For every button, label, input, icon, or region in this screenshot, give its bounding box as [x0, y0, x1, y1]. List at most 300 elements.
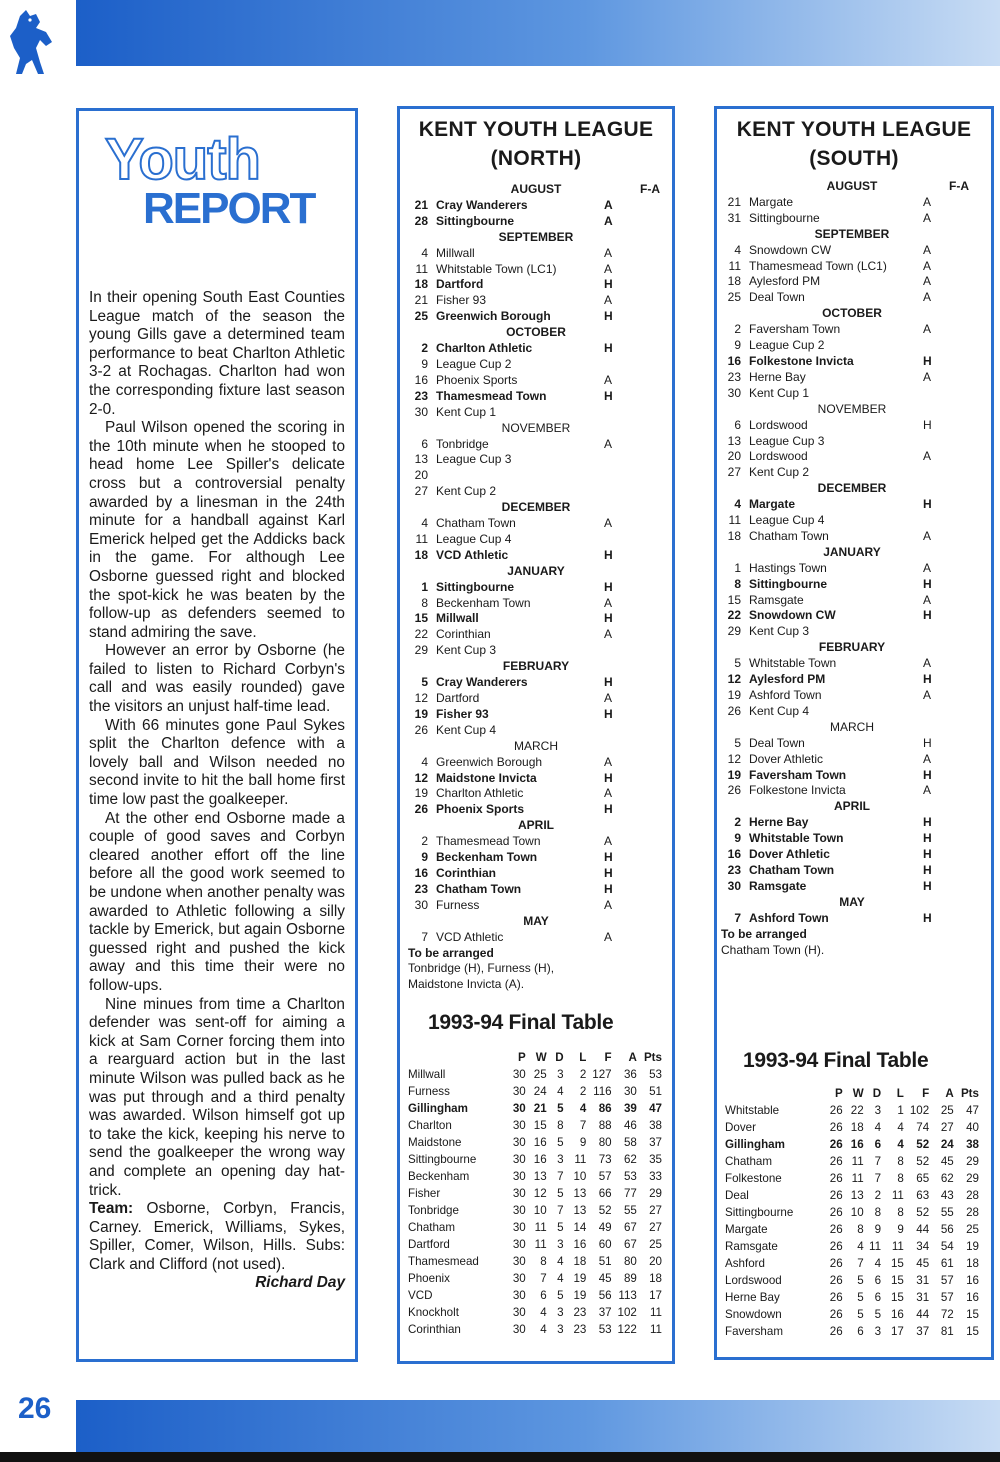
- table-row: [725, 1238, 979, 1255]
- stat-a: 89: [623, 1272, 637, 1285]
- fixture-opponent: Cray Wanderers: [436, 675, 528, 690]
- fixture-opponent: Sittingbourne: [749, 576, 827, 591]
- stat-f: 66: [598, 1187, 612, 1200]
- fixture-date: 5: [734, 735, 741, 750]
- fixture-opponent: League Cup 2: [436, 356, 512, 371]
- fixture-opponent: Whitstable Town: [749, 656, 837, 671]
- stat-f: 31: [916, 1291, 930, 1304]
- stat-p: 26: [829, 1274, 843, 1287]
- fixture-date: 5: [734, 656, 741, 671]
- fixture-opponent: [436, 468, 604, 484]
- table-row: [725, 1102, 979, 1119]
- fixture-venue: A: [604, 516, 613, 531]
- table-row: [408, 1083, 662, 1100]
- fixture-venue: A: [604, 261, 613, 276]
- fixture-opponent: Cray Wanderers: [436, 197, 528, 212]
- north-title-line1: KENT YOUTH LEAGUE: [418, 118, 654, 141]
- fixture-venue: H: [923, 497, 932, 512]
- fixture-row: [408, 786, 664, 802]
- fixture-date: 2: [421, 341, 428, 356]
- stat-p: 26: [829, 1308, 843, 1321]
- team-name: VCD: [408, 1289, 433, 1302]
- stat-a: 36: [623, 1068, 637, 1081]
- stat-f: 63: [916, 1189, 930, 1202]
- fixture-row: [721, 354, 983, 370]
- month-heading: JANUARY: [823, 544, 881, 559]
- stat-f: 52: [916, 1206, 930, 1219]
- fixture-venue: H: [604, 341, 613, 356]
- month-heading: SEPTEMBER: [814, 226, 890, 241]
- table-header-cell: F: [604, 1051, 612, 1064]
- fixture-date: 23: [414, 388, 428, 403]
- stat-d: 3: [557, 1153, 564, 1166]
- table-header-row: [408, 1049, 662, 1066]
- table-row: [725, 1306, 979, 1323]
- stat-l: 15: [890, 1291, 904, 1304]
- fixture-date: 25: [414, 309, 428, 324]
- stat-a: 53: [623, 1170, 637, 1183]
- month-heading: APRIL: [834, 799, 870, 814]
- fixture-date: 21: [414, 197, 428, 212]
- fixture-opponent: League Cup 4: [436, 531, 512, 546]
- youth-title: Youth: [105, 127, 260, 192]
- stat-a: 58: [623, 1136, 637, 1149]
- stat-a: 102: [617, 1306, 637, 1319]
- stat-l: 9: [579, 1136, 587, 1149]
- table-row: [725, 1153, 979, 1170]
- fixture-venue: A: [923, 783, 932, 798]
- stat-p: 30: [512, 1170, 526, 1183]
- stat-pts: 15: [966, 1325, 979, 1338]
- fixture-opponent: Ashford Town: [749, 688, 822, 702]
- fixture-venue: H: [923, 767, 932, 782]
- fixture-opponent: Whitstable Town (LC1): [436, 261, 557, 276]
- stat-p: 30: [512, 1255, 526, 1268]
- fixture-date: 29: [727, 624, 741, 639]
- table-header-cell: W: [852, 1087, 864, 1100]
- team-list: Osborne, Corbyn, Francis, Carney. Emerick, Williams, Sykes, Spiller, Comer, Wilson, Hills. Subs: Clark and Clifford (not used).: [89, 1200, 345, 1273]
- fixture-date: 19: [414, 706, 428, 721]
- stat-l: 9: [897, 1223, 904, 1236]
- table-row: [408, 1253, 662, 1270]
- fixture-opponent: Kent Cup 3: [749, 624, 810, 639]
- stat-f: 74: [916, 1121, 930, 1134]
- stat-f: 52: [916, 1138, 930, 1151]
- stat-f: 49: [598, 1221, 612, 1234]
- fixture-venue: H: [604, 881, 613, 896]
- fixture-date: 9: [421, 850, 428, 865]
- stat-f: 37: [598, 1306, 612, 1319]
- stat-p: 30: [512, 1119, 526, 1132]
- fixture-date: 4: [421, 245, 428, 260]
- stat-d: 7: [874, 1155, 882, 1168]
- stat-f: 127: [592, 1068, 612, 1081]
- to-be-arranged-text: Tonbridge (H), Furness (H),: [408, 961, 555, 976]
- article-paragraph: With 66 minutes gone Paul Sykes split the Charlton defence with a lovely ball and Wilson needed no second invite to hit the ball home first time low past the goalkeeper.: [89, 716, 345, 809]
- fixture-venue: H: [604, 309, 613, 324]
- team-name: Thamesmead: [408, 1255, 479, 1268]
- fixture-opponent: Aylesford PM: [749, 274, 821, 289]
- fixture-date: 4: [734, 242, 741, 257]
- fixture-opponent: Greenwich Borough: [436, 754, 543, 769]
- team-name: Gillingham: [725, 1138, 785, 1151]
- south-title-line1: KENT YOUTH LEAGUE: [736, 118, 972, 141]
- fixture-opponent: Aylesford PM: [749, 672, 826, 687]
- team-name: Sittingbourne: [408, 1153, 477, 1166]
- stat-a: 24: [940, 1138, 954, 1151]
- fixture-row: [721, 195, 983, 211]
- stat-a: 62: [623, 1153, 637, 1166]
- table-header-cell: Pts: [643, 1051, 662, 1064]
- stat-p: 30: [512, 1102, 526, 1115]
- month-heading: SEPTEMBER: [498, 229, 574, 244]
- fixture-row: [408, 532, 664, 548]
- stat-w: 7: [857, 1257, 864, 1270]
- fixture-row: [721, 624, 983, 640]
- fixture-row: [408, 468, 664, 484]
- fixture-venue: H: [923, 862, 932, 877]
- fixture-date: 18: [727, 274, 741, 289]
- table-header-cell: A: [945, 1087, 954, 1100]
- south-fixtures: [721, 179, 983, 958]
- fixture-row: [721, 593, 983, 609]
- fixture-venue: A: [604, 436, 613, 451]
- fixture-row: [408, 771, 664, 787]
- table-header-cell: P: [517, 1051, 526, 1064]
- stat-d: 3: [557, 1238, 564, 1251]
- byline: Richard Day: [255, 1274, 345, 1292]
- stat-p: 30: [512, 1085, 526, 1098]
- fixture-venue: [923, 434, 983, 450]
- fixture-date: 18: [727, 528, 741, 543]
- fixture-opponent: Ramsgate: [749, 878, 807, 893]
- fixture-opponent: Furness: [436, 897, 480, 912]
- table-row: [408, 1117, 662, 1134]
- fixture-date: 16: [414, 372, 428, 387]
- stat-pts: 35: [649, 1153, 662, 1166]
- fixture-opponent: Corinthian: [436, 865, 496, 880]
- fixture-venue: H: [604, 611, 613, 626]
- fixture-opponent: Tonbridge: [436, 436, 489, 451]
- north-league-panel: [397, 106, 675, 1364]
- stat-p: 30: [512, 1068, 526, 1081]
- stat-p: 30: [512, 1204, 526, 1217]
- stat-d: 8: [557, 1119, 564, 1132]
- fixture-date: 12: [414, 691, 428, 705]
- stat-f: 57: [598, 1170, 612, 1183]
- fixture-opponent: Kent Cup 4: [436, 722, 497, 737]
- fixture-row: [721, 338, 983, 354]
- fixture-row: [721, 672, 983, 688]
- fixture-opponent: Dartford: [436, 277, 484, 292]
- fixture-venue: A: [923, 592, 932, 607]
- stat-d: 4: [557, 1255, 564, 1268]
- stat-f: 116: [593, 1085, 612, 1098]
- team-label: Team:: [89, 1200, 134, 1218]
- stat-p: 26: [829, 1189, 843, 1202]
- stat-f: 31: [916, 1274, 930, 1287]
- fixture-row: [721, 465, 983, 481]
- table-row: [725, 1255, 979, 1272]
- stat-d: 4: [557, 1085, 564, 1098]
- fixture-opponent: Kent Cup 4: [749, 703, 810, 718]
- fixture-row: [408, 437, 664, 453]
- stat-l: 4: [897, 1121, 904, 1134]
- table-row: [408, 1168, 662, 1185]
- stat-pts: 25: [649, 1238, 662, 1251]
- fixture-venue: [604, 468, 664, 484]
- month-heading: OCTOBER: [506, 325, 566, 340]
- stat-pts: 29: [966, 1155, 979, 1168]
- stat-pts: 18: [966, 1257, 979, 1270]
- stat-f: 34: [916, 1240, 930, 1253]
- header-banner: [76, 0, 1000, 66]
- fixture-row: [721, 704, 983, 720]
- stat-p: 30: [512, 1306, 526, 1319]
- stat-l: 4: [579, 1102, 587, 1115]
- fixture-opponent: League Cup 2: [749, 338, 825, 353]
- stat-w: 7: [540, 1272, 547, 1285]
- fixture-row: [408, 214, 664, 230]
- stat-d: 11: [869, 1240, 882, 1253]
- fixture-row: [408, 866, 664, 882]
- fixture-venue: H: [923, 576, 932, 591]
- fixture-venue: A: [923, 322, 932, 337]
- fixture-row: [721, 259, 983, 275]
- month-heading: AUGUST: [510, 182, 562, 196]
- fixture-date: 26: [727, 783, 741, 798]
- stat-a: 77: [623, 1187, 637, 1200]
- fixture-opponent: Beckenham Town: [436, 595, 531, 610]
- stat-l: 8: [897, 1206, 904, 1219]
- fixture-date: 11: [728, 258, 741, 273]
- fixture-opponent: Beckenham Town: [436, 850, 538, 865]
- stat-w: 16: [850, 1138, 864, 1151]
- fixture-opponent: Faversham Town: [749, 322, 841, 337]
- stat-a: 55: [940, 1206, 954, 1219]
- south-title: [717, 109, 991, 173]
- table-header-cell: W: [535, 1051, 547, 1064]
- stat-pts: 17: [649, 1289, 662, 1302]
- fixture-date: 8: [421, 595, 428, 610]
- stat-pts: 29: [966, 1172, 979, 1185]
- fixture-row: [408, 850, 664, 866]
- fixture-opponent: Thamesmead Town (LC1): [749, 258, 887, 273]
- stat-l: 4: [897, 1138, 904, 1151]
- stat-f: 86: [598, 1102, 612, 1115]
- stat-d: 3: [874, 1325, 882, 1338]
- table-row: [408, 1066, 662, 1083]
- table-row: [725, 1323, 979, 1340]
- fixture-date: 12: [727, 672, 741, 687]
- article-paragraph: Nine minues from time a Charlton defender was sent-off for aiming a kick at Sam Corner forcing them into a rearguard action but in the last minute Wilson was pulled back as he was put through and a third penalty was awarded. Wilson himself got up to take the kick, keeping his nerve to send the goalkeeper the wrong way and complete an opening day hat-trick.: [89, 995, 345, 1199]
- stat-w: 13: [850, 1189, 864, 1202]
- fixture-venue: [604, 723, 664, 739]
- fixture-date: 15: [727, 592, 741, 607]
- fixture-row: [408, 611, 664, 627]
- fixture-date: 26: [727, 703, 741, 718]
- month-heading: MARCH: [830, 719, 874, 734]
- fixture-date: 12: [414, 770, 428, 785]
- stat-w: 11: [534, 1238, 547, 1251]
- stat-p: 30: [512, 1289, 526, 1302]
- fixture-row: [721, 418, 983, 434]
- fixture-date: 20: [727, 449, 741, 464]
- fixture-date: 4: [421, 516, 428, 531]
- team-name: Beckenham: [408, 1170, 470, 1183]
- month-heading: MAY: [523, 913, 549, 928]
- stat-pts: 16: [966, 1274, 979, 1287]
- fixture-row: [721, 243, 983, 259]
- stat-a: 56: [940, 1223, 954, 1236]
- stat-l: 11: [891, 1189, 904, 1202]
- stat-l: 2: [579, 1068, 587, 1081]
- fixture-venue: H: [923, 878, 932, 893]
- fixture-venue: [604, 405, 664, 421]
- fixture-date: 27: [414, 484, 428, 499]
- team-name: Tonbridge: [408, 1204, 459, 1217]
- fixture-venue: [923, 465, 983, 481]
- stat-l: 16: [573, 1238, 587, 1251]
- table-row: [408, 1304, 662, 1321]
- stat-l: 7: [579, 1119, 587, 1132]
- fixture-venue: [604, 484, 664, 500]
- month-heading: APRIL: [518, 818, 554, 833]
- stat-pts: 47: [649, 1102, 662, 1115]
- table-row: [408, 1202, 662, 1219]
- fixture-venue: H: [923, 735, 932, 750]
- fixture-row: [408, 596, 664, 612]
- fixture-opponent: Sittingbourne: [749, 210, 820, 225]
- fixture-date: 1: [734, 560, 741, 575]
- stat-w: 12: [533, 1187, 547, 1200]
- fixture-venue: A: [923, 688, 932, 702]
- stat-f: 65: [916, 1172, 930, 1185]
- fixture-date: 30: [414, 897, 428, 912]
- fixture-row: [408, 802, 664, 818]
- stat-f: 51: [598, 1255, 612, 1268]
- fixture-row: [721, 370, 983, 386]
- stat-p: 30: [512, 1238, 526, 1251]
- fixture-row: [408, 675, 664, 691]
- fixture-venue: A: [604, 929, 613, 944]
- stat-w: 15: [533, 1119, 547, 1132]
- to-be-arranged-text: Chatham Town (H).: [721, 942, 825, 957]
- fixture-date: 27: [727, 465, 741, 480]
- fixture-opponent: League Cup 4: [749, 513, 825, 528]
- stat-p: 26: [829, 1172, 843, 1185]
- team-line: [89, 1200, 345, 1274]
- stat-d: 8: [874, 1206, 882, 1219]
- stat-a: 57: [940, 1291, 954, 1304]
- team-name: Chatham: [725, 1155, 773, 1168]
- fixture-opponent: Kent Cup 1: [436, 404, 497, 419]
- fixture-row: [408, 277, 664, 293]
- fixture-opponent: Chatham Town: [749, 528, 829, 543]
- fixture-date: 21: [414, 293, 428, 308]
- month-heading: MARCH: [514, 738, 558, 753]
- stat-l: 19: [573, 1272, 587, 1285]
- fixture-date: 16: [727, 353, 741, 368]
- month-heading: AUGUST: [826, 179, 878, 193]
- team-name: Snowdown: [725, 1308, 782, 1321]
- stat-p: 26: [829, 1257, 843, 1270]
- stat-pts: 15: [966, 1308, 979, 1321]
- stat-f: 60: [598, 1238, 612, 1251]
- to-be-arranged-title: To be arranged: [408, 945, 494, 960]
- stat-w: 13: [533, 1170, 547, 1183]
- fixture-opponent: Greenwich Borough: [436, 309, 551, 324]
- stat-w: 10: [850, 1206, 864, 1219]
- north-final-table: [408, 1049, 662, 1338]
- fixture-venue: A: [604, 786, 613, 801]
- fixture-venue: H: [604, 388, 613, 403]
- stat-d: 9: [874, 1223, 882, 1236]
- south-league-panel: [714, 106, 994, 1360]
- fixture-row: [408, 882, 664, 898]
- fixture-opponent: VCD Athletic: [436, 929, 504, 944]
- table-header-cell: Pts: [960, 1087, 979, 1100]
- fixture-venue: H: [604, 850, 613, 865]
- team-name: Whitstable: [725, 1104, 780, 1117]
- stat-pts: 38: [649, 1119, 662, 1132]
- team-name: Knockholt: [408, 1306, 459, 1319]
- fixture-date: 23: [727, 862, 741, 877]
- fixture-row: [408, 627, 664, 643]
- table-row: [408, 1151, 662, 1168]
- stat-w: 6: [857, 1325, 864, 1338]
- page-number: 26: [18, 1392, 52, 1425]
- fixture-date: 29: [414, 643, 428, 658]
- fixture-row: [721, 434, 983, 450]
- stat-pts: 20: [649, 1255, 662, 1268]
- fixture-venue: H: [923, 815, 932, 830]
- fixture-venue: A: [604, 691, 613, 705]
- stat-w: 22: [850, 1104, 864, 1117]
- stat-p: 26: [829, 1121, 843, 1134]
- fixture-row: [408, 293, 664, 309]
- team-name: Dover: [725, 1121, 756, 1134]
- fixture-opponent: Millwall: [436, 245, 475, 260]
- fixture-date: 4: [734, 497, 741, 512]
- fixture-date: 9: [734, 831, 741, 846]
- team-name: Millwall: [408, 1068, 446, 1081]
- stat-p: 30: [512, 1323, 526, 1336]
- stat-w: 16: [533, 1136, 547, 1149]
- stat-p: 30: [512, 1136, 526, 1149]
- stat-a: 55: [623, 1204, 637, 1217]
- stat-d: 4: [874, 1257, 882, 1270]
- north-title: [400, 109, 672, 173]
- stat-w: 5: [857, 1274, 864, 1287]
- table-row: [725, 1170, 979, 1187]
- stat-a: 25: [940, 1104, 954, 1117]
- table-header-cell: [408, 1049, 501, 1066]
- stat-w: 5: [857, 1291, 864, 1304]
- table-row: [725, 1272, 979, 1289]
- fixture-row: [721, 736, 983, 752]
- fixture-opponent: Faversham Town: [749, 767, 847, 782]
- fixture-row: [408, 643, 664, 659]
- team-name: Margate: [725, 1223, 768, 1236]
- stat-d: 5: [557, 1136, 564, 1149]
- fixture-opponent: Chatham Town: [749, 862, 835, 877]
- fixture-opponent: Fisher 93: [436, 706, 489, 721]
- stat-pts: 53: [649, 1068, 662, 1081]
- stat-d: 4: [874, 1121, 882, 1134]
- stat-d: 5: [557, 1102, 564, 1115]
- fixture-opponent: Kent Cup 1: [749, 385, 810, 400]
